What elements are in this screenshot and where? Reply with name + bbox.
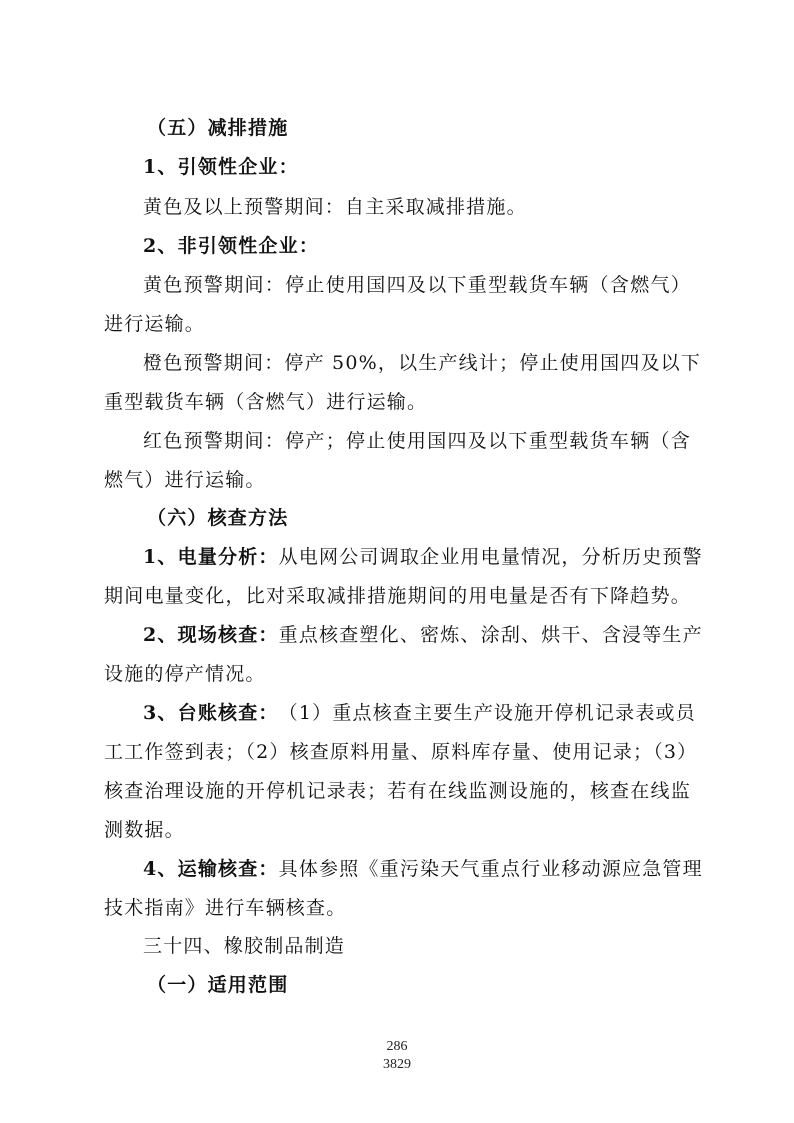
paragraph-1-text-1: 从电网公司调取企业用电量情况，分析历史预警 — [278, 546, 703, 568]
paragraph-4-line-1 — [143, 857, 703, 881]
paragraph-4-label: 4、运输核查： — [143, 858, 279, 880]
paragraph-3-line-2: 工工作签到表；（2）核查原料用量、原料库存量、使用记录；（3） — [104, 741, 698, 763]
page-number: 286 — [386, 1039, 408, 1054]
paragraph-2-text-1: 重点核查塑化、密炼、涂刮、烘干、含浸等生产 — [278, 624, 703, 646]
paragraph-2-line-2: 设施的停产情况。 — [104, 663, 266, 685]
paragraph-3-text-1: （1）重点核查主要生产设施开停机记录表或员 — [278, 702, 696, 724]
paragraph-3-label: 3、台账核查： — [143, 702, 279, 724]
paragraph-2-label: 2、现场核查： — [143, 624, 279, 646]
orange-warning-line-2: 重型载货车辆（含燃气）进行运输。 — [104, 391, 428, 413]
paragraph-4-line-2: 技术指南》进行车辆核查。 — [104, 897, 347, 919]
item-1-heading: 1、引领性企业： — [143, 156, 299, 178]
total-page-number: 3829 — [383, 1057, 411, 1072]
red-warning-line-2: 燃气）进行运输。 — [104, 469, 266, 491]
item-1-text: 黄色及以上预警期间：自主采取减排措施。 — [143, 196, 527, 218]
yellow-warning-line-1: 黄色预警期间：停止使用国四及以下重型载货车辆（含燃气） — [143, 274, 691, 296]
paragraph-4-text-1: 具体参照《重污染天气重点行业移动源应急管理 — [278, 858, 703, 880]
paragraph-1-line-2: 期间电量变化，比对采取减排措施期间的用电量是否有下降趋势。 — [104, 585, 691, 607]
section-5-heading: （五）减排措施 — [147, 117, 289, 139]
section-6-heading: （六）核查方法 — [147, 507, 289, 529]
paragraph-1-line-1 — [143, 545, 703, 569]
paragraph-3-line-3: 核查治理设施的开停机记录表；若有在线监测设施的，核查在线监 — [104, 780, 691, 802]
paragraph-3-line-1 — [143, 701, 696, 725]
section-34-sub-heading: （一）适用范围 — [147, 974, 289, 996]
section-34-heading: 三十四、橡胶制品制造 — [143, 935, 346, 957]
yellow-warning-line-2: 进行运输。 — [104, 313, 206, 335]
red-warning-line-1: 红色预警期间：停产；停止使用国四及以下重型载货车辆（含 — [143, 430, 691, 452]
orange-warning-line-1: 橙色预警期间：停产 50%，以生产线计；停止使用国四及以下 — [143, 352, 702, 374]
item-2-heading: 2、非引领性企业： — [143, 235, 320, 257]
paragraph-2-line-1 — [143, 623, 703, 647]
paragraph-3-line-4: 测数据。 — [104, 819, 185, 841]
paragraph-1-label: 1、电量分析： — [143, 546, 279, 568]
